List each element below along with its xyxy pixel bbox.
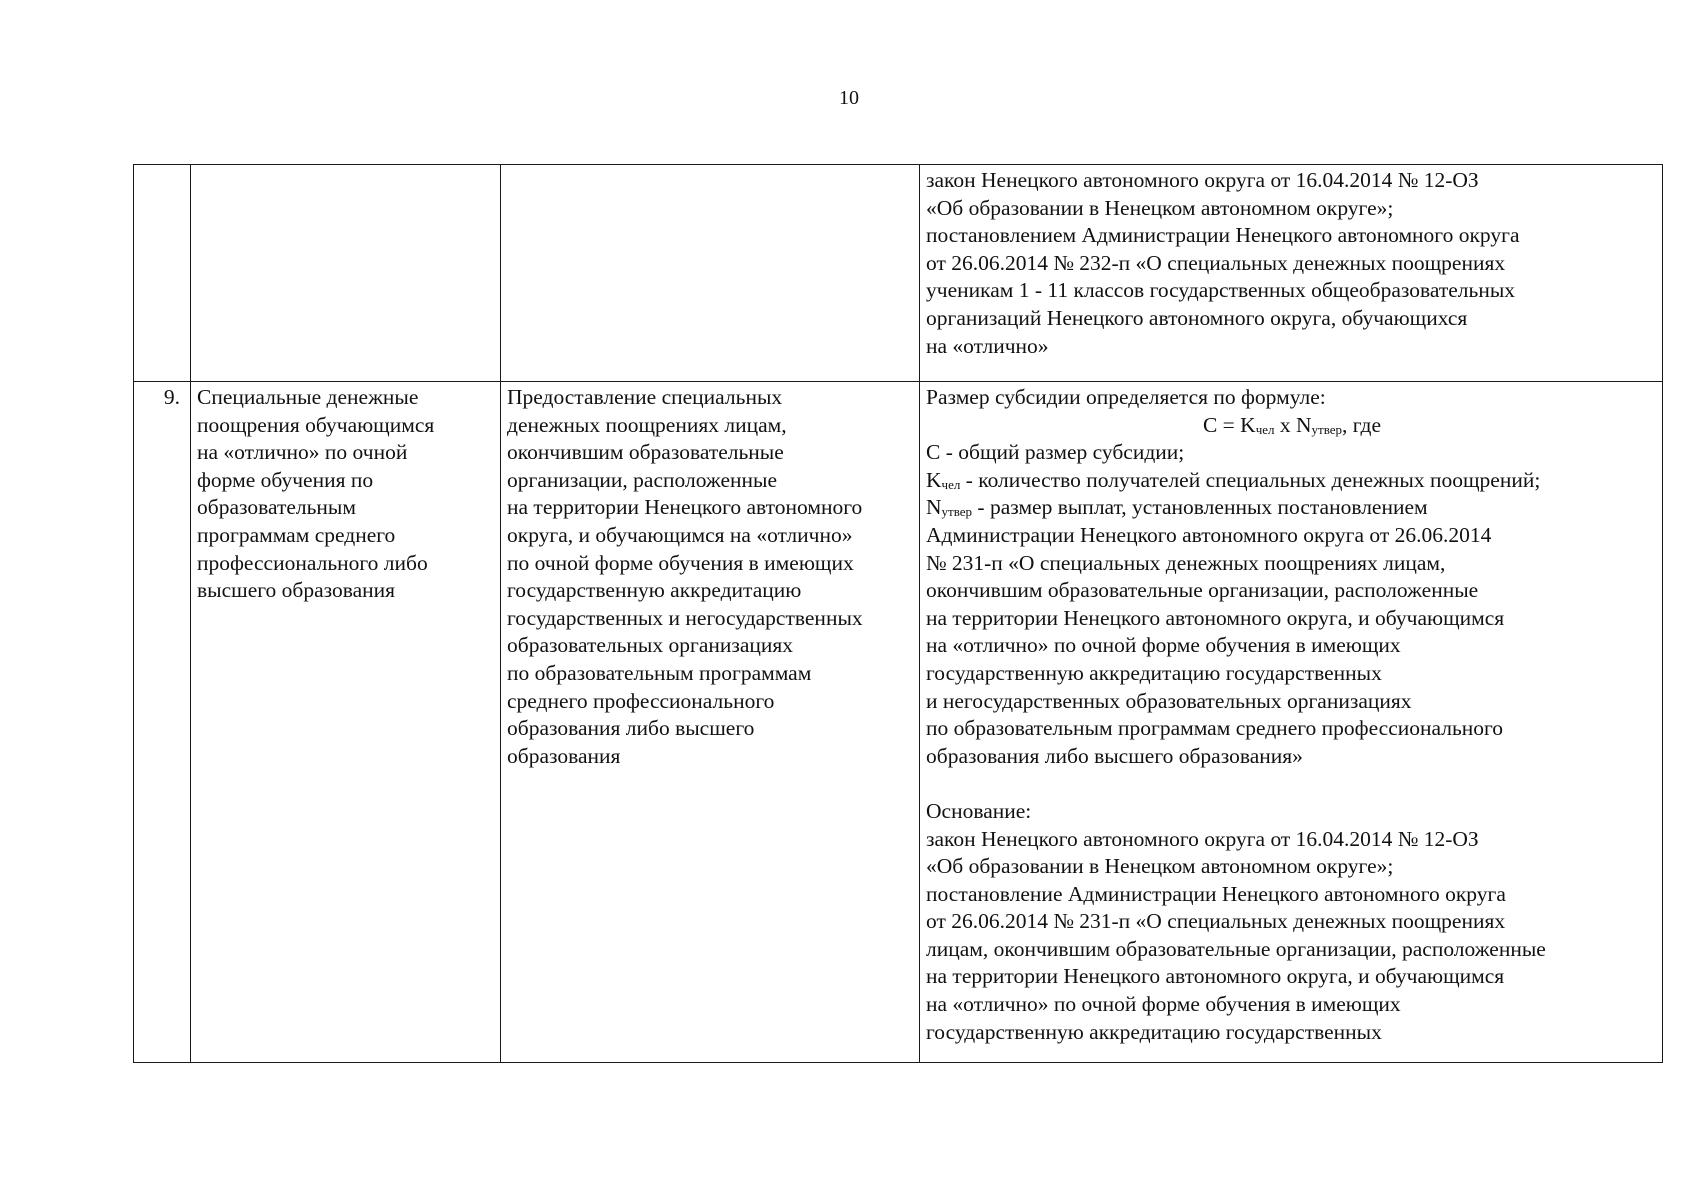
- definition-n: $N_{утвер}$ - размер выплат, установленных постановлением: [926, 495, 1428, 520]
- payment-name-cell: Специальные денежные поощрения обучающимся на «отлично» по очной форме обучения по образовательным программам среднего профессионального либо высшего образования: [191, 382, 501, 1063]
- definition-n-continued: Администрации Ненецкого автономного округа от 26.06.2014 № 231-п «О специальных денежных поощрениях лицам, окончившим образовательные организации, расположенные на территории Ненецкого автономного округа, и обучающимся на «отлично» по очной форме обучения в имеющих государственную аккредитацию государственных и негосударственных образовательных организациях по образовательным программам среднего профессионального образования либо высшего образования»: [926, 522, 1505, 768]
- page-number: 10: [839, 87, 859, 109]
- table-row-continued: [134, 165, 1663, 382]
- basis-text: закон Ненецкого автономного округа от 16.04.2014 № 12-ОЗ «Об образовании в Ненецком автономном округе»; постановление Администрации Ненецкого автономного округа от 26.06.2014 № 231-п «О специальных денежных поощрениях лицам, окончившим образовательные организации, расположенные на территории Ненецкого автономного округа, и обучающимся на «отлично» по очной форме обучения в имеющих государственную аккредитацию государственных: [926, 826, 1546, 1044]
- table-row-9: [134, 382, 1663, 1063]
- cell-number-empty: [134, 165, 191, 382]
- payment-description-cell: Предоставление специальных денежных поощрениях лицам, окончившим образовательные организации, расположенные на территории Ненецкого автономного округа, и обучающимся на «отлично» по очной форме обучения в имеющих государственную аккредитацию государственных и негосударственных образовательных организациях по образовательным программам среднего профессионального образования либо высшего образования: [501, 382, 920, 1063]
- calculation-basis-cell: [920, 382, 1663, 1063]
- formula: $C = K_{чел}$ x $N_{утвер}$, где: [1202, 412, 1382, 437]
- document-table: [133, 164, 1663, 1063]
- row-number: 9.: [134, 382, 191, 1063]
- cell-description-empty: [501, 165, 920, 382]
- paragraph-spacer: [926, 770, 1658, 798]
- cell-basis-continued: закон Ненецкого автономного округа от 16.04.2014 № 12-ОЗ «Об образовании в Ненецком автономном округе»; постановлением Администрации Ненецкого автономного округа от 26.06.2014 № 232-п «О специальных денежных поощрениях ученикам 1 - 11 классов государственных общеобразовательных организаций Ненецкого автономного округа, обучающихся на «отлично»: [920, 165, 1663, 382]
- definition-c: C - общий размер субсидии;: [926, 440, 1185, 465]
- cell-name-empty: [191, 165, 501, 382]
- basis-heading: Основание:: [926, 798, 1032, 823]
- definition-k: $K_{чел}$ - количество получателей специальных денежных поощрений;: [926, 467, 1541, 492]
- formula-intro: Размер субсидии определяется по формуле:: [926, 385, 1326, 409]
